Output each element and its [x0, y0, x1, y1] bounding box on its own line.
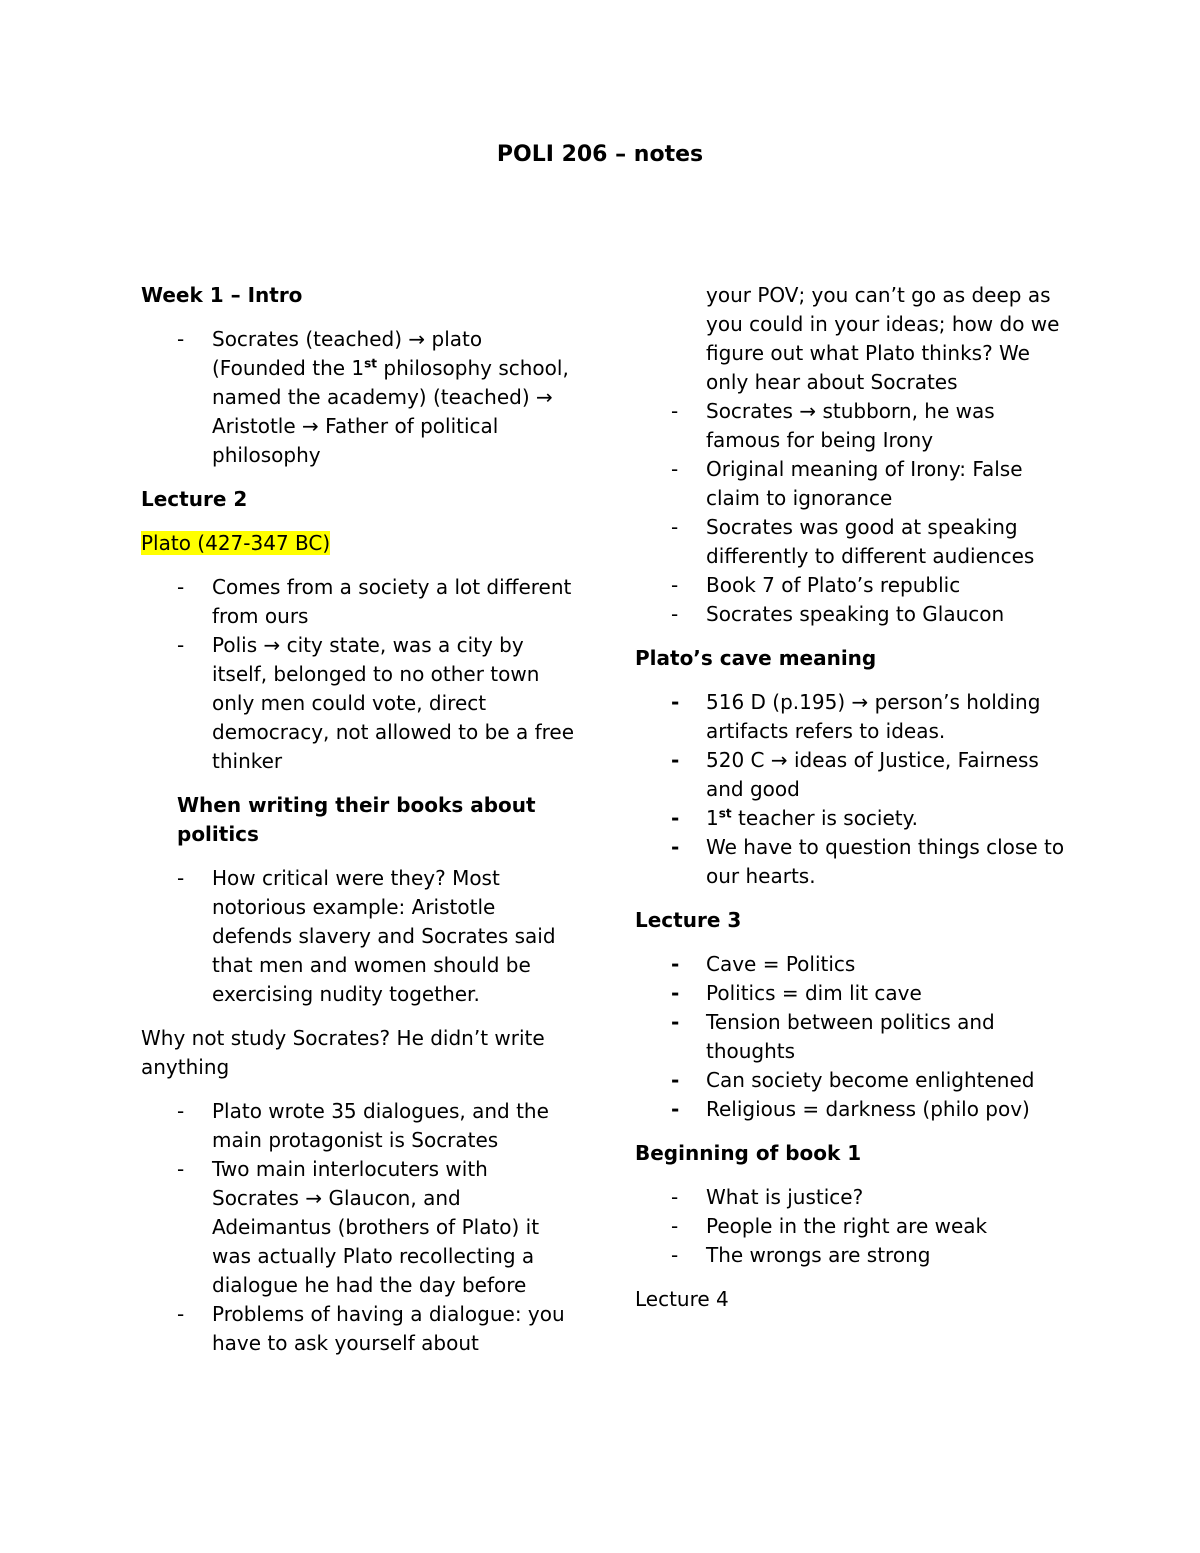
list-item [141, 631, 581, 776]
list-item [141, 1300, 581, 1358]
lecture4-text: Lecture 4 [635, 1287, 729, 1311]
cave-heading: Plato’s cave meaning [635, 646, 877, 670]
lecture3-list [635, 950, 1075, 1124]
why-list [141, 1097, 581, 1358]
left-column [141, 281, 581, 1373]
item-text: The wrongs are strong [706, 1243, 931, 1267]
bullet-marker: - [671, 748, 680, 772]
continued-list [635, 397, 1075, 629]
item-text: Plato wrote 35 dialogues, and the main protagonist is Socrates [212, 1099, 549, 1152]
bullet-marker: - [671, 806, 680, 830]
week1-list [141, 325, 581, 470]
item-text: Religious = darkness (philo pov) [706, 1097, 1030, 1121]
list-item [141, 325, 581, 470]
bullet-marker: - [177, 1157, 185, 1181]
item-text: 516 D (p.195) [706, 690, 852, 714]
right-column [635, 281, 1075, 1329]
lecture3-heading: Lecture 3 [635, 908, 742, 932]
item-text: 520 C [706, 748, 771, 772]
plato-heading: Plato (427-347 BC) [141, 531, 331, 555]
bullet-marker: - [671, 399, 679, 423]
list-item [635, 571, 1075, 600]
bullet-marker: - [671, 573, 679, 597]
item-text: plato (Founded the 1 [212, 327, 483, 380]
writing-heading: When writing their books about politics [177, 793, 536, 846]
item-text: Two main interlocuters with Socrates [212, 1157, 488, 1210]
bullet-marker: - [177, 1302, 185, 1326]
arrow-icon: → [770, 748, 788, 772]
item-text: ideas of Justice, Fairness and good [706, 748, 1039, 801]
bullet-marker: - [177, 575, 185, 599]
list-item [635, 1212, 1075, 1241]
list-item [635, 688, 1075, 746]
item-text: Original meaning of Irony: False claim to ignorance [706, 457, 1023, 510]
item-text: Problems of having a dialogue: you have to ask yourself about [212, 1302, 565, 1355]
item-text: Can society become enlightened [706, 1068, 1035, 1092]
bullet-marker: - [671, 1214, 679, 1238]
item-text: person’s holding artifacts refers to ideas. [706, 690, 1041, 743]
bullet-marker: - [671, 952, 680, 976]
item-text: stubborn, he was famous for being Irony [706, 399, 995, 452]
bullet-marker: - [671, 1068, 680, 1092]
cave-list [635, 688, 1075, 891]
superscript: st [718, 806, 732, 821]
item-text: Tension between politics and thoughts [706, 1010, 995, 1063]
item-text: Socrates was good at speaking differently to different audiences [706, 515, 1035, 568]
document-title: POLI 206 – notes [496, 142, 704, 167]
list-item [635, 1183, 1075, 1212]
bullet-marker: - [671, 457, 679, 481]
bullet-marker: - [671, 1185, 679, 1209]
list-item [635, 1008, 1075, 1066]
bullet-marker: - [177, 1099, 185, 1123]
item-text: We have to question things close to our hearts. [706, 835, 1065, 888]
bullet-marker: - [177, 866, 185, 890]
list-item [635, 513, 1075, 571]
superscript: st [364, 356, 378, 371]
item-text: Aristotle [212, 414, 303, 438]
item-text: Book 7 of Plato’s republic [706, 573, 961, 597]
plato-list [141, 573, 581, 776]
list-item [635, 833, 1075, 891]
item-text: Politics = dim lit cave [706, 981, 922, 1005]
bullet-marker: - [671, 981, 680, 1005]
list-item [635, 1241, 1075, 1270]
item-text: Socrates [706, 399, 800, 423]
bullet-marker: - [671, 835, 680, 859]
bullet-marker: - [177, 633, 185, 657]
arrow-icon: → [851, 690, 869, 714]
list-item [635, 746, 1075, 804]
item-text: Polis [212, 633, 264, 657]
list-item [635, 950, 1075, 979]
item-text: Father of political philosophy [212, 414, 499, 467]
item-text: People in the right are weak [706, 1214, 988, 1238]
arrow-icon: → [302, 414, 319, 438]
bullet-marker: - [671, 515, 679, 539]
bullet-marker: - [671, 1243, 679, 1267]
list-item [141, 1155, 581, 1300]
list-item [635, 397, 1075, 455]
bullet-marker: - [671, 1010, 680, 1034]
item-text: Socrates (teached) [212, 327, 409, 351]
list-item [635, 1066, 1075, 1095]
arrow-icon: → [799, 399, 817, 423]
why-text: Why not study Socrates? He didn’t write anything [141, 1026, 545, 1079]
list-item [635, 1095, 1075, 1124]
item-text: 1 [706, 806, 719, 830]
list-item [141, 573, 581, 631]
book1-list [635, 1183, 1075, 1270]
arrow-icon: → [305, 1186, 323, 1210]
week1-heading: Week 1 – Intro [141, 283, 303, 307]
item-text: Socrates speaking to Glaucon [706, 602, 1005, 626]
writing-list [141, 864, 581, 1009]
bullet-marker: - [671, 1097, 680, 1121]
list-item [635, 979, 1075, 1008]
item-text: Cave = Politics [706, 952, 856, 976]
list-item [141, 864, 581, 1009]
list-item [635, 455, 1075, 513]
list-item [635, 600, 1075, 629]
item-text: How critical were they? Most notorious example: Aristotle defends slavery and Socrates said that men and women should be exercising nudity together. [212, 866, 556, 1006]
item-text: What is justice? [706, 1185, 864, 1209]
arrow-icon: → [535, 385, 553, 409]
book1-heading: Beginning of book 1 [635, 1141, 862, 1165]
item-text: teacher is society. [731, 806, 918, 830]
bullet-marker: - [177, 327, 185, 351]
lecture2-heading: Lecture 2 [141, 487, 248, 511]
item-text: Glaucon, and Adeimantus (brothers of Plato) it was actually Plato recollecting a dialogue he had the day before [212, 1186, 540, 1297]
item-text: Comes from a society a lot different from ours [212, 575, 572, 628]
list-item [141, 1097, 581, 1155]
bullet-marker: - [671, 690, 680, 714]
arrow-icon: → [263, 633, 281, 657]
item-text: city state, was a city by itself, belonged to no other town only men could vote, direct democracy, not allowed to be a free thinker [212, 633, 575, 773]
arrow-icon: → [408, 327, 426, 351]
item-text: philosophy school, named the academy) (teached) [212, 356, 569, 409]
bullet-marker: - [671, 602, 679, 626]
continued-text: your POV; you can’t go as deep as you could in your ideas; how do we figure out what Plato thinks? We only hear about Socrates [706, 283, 1060, 394]
list-item [635, 804, 1075, 833]
